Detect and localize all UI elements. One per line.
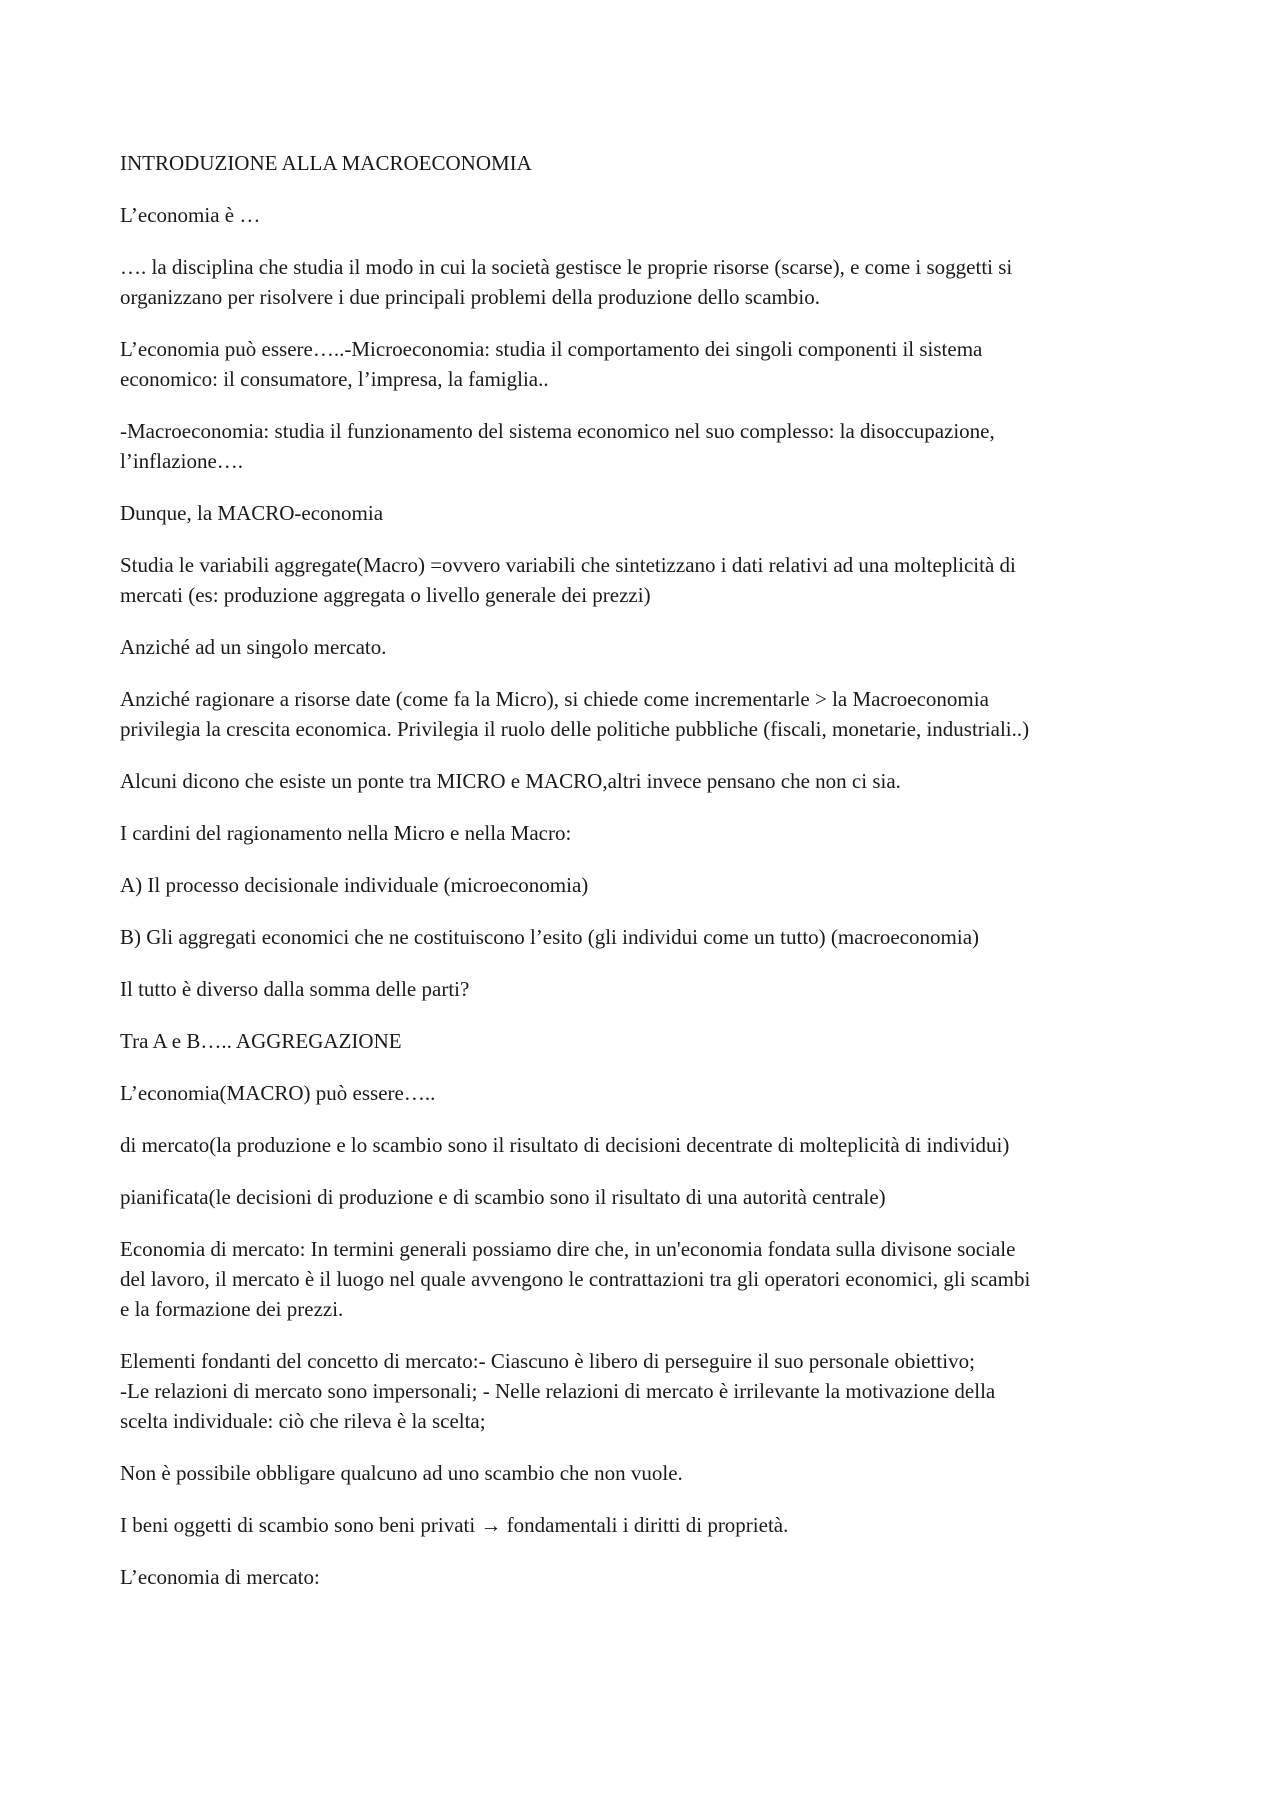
paragraph-19: [120, 1346, 1180, 1436]
paragraph-10: [120, 818, 1180, 848]
paragraph-line: pianificata(le decisioni di produzione e di scambio sono il risultato di una autorità centrale): [120, 1185, 886, 1209]
paragraph-line: Anziché ragionare a risorse date (come fa la Micro), si chiede come incrementarle > la Macroeconomia: [120, 687, 989, 711]
paragraph-line: Studia le variabili aggregate(Macro) =ovvero variabili che sintetizzano i dati relativi ad una molteplicità di: [120, 553, 1016, 577]
paragraph-11: [120, 870, 1180, 900]
paragraph-5: [120, 498, 1180, 528]
paragraph-line: di mercato(la produzione e lo scambio sono il risultato di decisioni decentrate di molteplicità di individui): [120, 1133, 1010, 1157]
paragraph-line: Anziché ad un singolo mercato.: [120, 635, 387, 659]
paragraph-9: [120, 766, 1180, 796]
paragraph-line: Alcuni dicono che esiste un ponte tra MICRO e MACRO,altri invece pensano che non ci sia.: [120, 769, 901, 793]
paragraph-14: [120, 1026, 1180, 1056]
paragraph-15: [120, 1078, 1180, 1108]
paragraph-line: privilegia la crescita economica. Privilegia il ruolo delle politiche pubbliche (fiscali, monetarie, industriali..): [120, 717, 1030, 741]
paragraph-line: organizzano per risolvere i due principali problemi della produzione dello scambio.: [120, 285, 820, 309]
paragraph-line: del lavoro, il mercato è il luogo nel quale avvengono le contrattazioni tra gli operatori economici, gli scambi: [120, 1267, 1031, 1291]
paragraph-line: -Macroeconomia: studia il funzionamento del sistema economico nel suo complesso: la disoccupazione,: [120, 419, 995, 443]
paragraph-line: Il tutto è diverso dalla somma delle parti?: [120, 977, 470, 1001]
paragraph-line: B) Gli aggregati economici che ne costituiscono l’esito (gli individui come un tutto) (macroeconomia): [120, 925, 980, 949]
paragraph-line: mercati (es: produzione aggregata o livello generale dei prezzi): [120, 583, 651, 607]
paragraph-3: [120, 334, 1180, 394]
title-line: INTRODUZIONE ALLA MACROECONOMIA: [120, 151, 532, 175]
paragraph-line: A) Il processo decisionale individuale (microeconomia): [120, 873, 589, 897]
document-page: [120, 148, 1180, 1614]
paragraph-4: [120, 416, 1180, 476]
paragraph-line: Economia di mercato: In termini generali possiamo dire che, in un'economia fondata sulla divisone sociale: [120, 1237, 1016, 1261]
paragraph-line: e la formazione dei prezzi.: [120, 1297, 344, 1321]
paragraph-16: [120, 1130, 1180, 1160]
paragraph-line: Non è possibile obbligare qualcuno ad uno scambio che non vuole.: [120, 1461, 683, 1485]
paragraph-13: [120, 974, 1180, 1004]
paragraph-line: Dunque, la MACRO-economia: [120, 501, 384, 525]
paragraph-line: I beni oggetti di scambio sono beni privati → fondamentali i diritti di proprietà.: [120, 1513, 789, 1537]
paragraph-line: L’economia è …: [120, 203, 261, 227]
paragraph-7: [120, 632, 1180, 662]
paragraph-line: -Le relazioni di mercato sono impersonali; - Nelle relazioni di mercato è irrilevante la motivazione della: [120, 1379, 996, 1403]
paragraph-22: [120, 1562, 1180, 1592]
paragraph-line: L’economia di mercato:: [120, 1565, 320, 1589]
paragraph-1: [120, 200, 1180, 230]
paragraph-21: [120, 1510, 1180, 1540]
paragraph-line: I cardini del ragionamento nella Micro e nella Macro:: [120, 821, 572, 845]
paragraph-line: Elementi fondanti del concetto di mercato:- Ciascuno è libero di perseguire il suo personale obiettivo;: [120, 1349, 975, 1373]
document-title: [120, 148, 1180, 178]
paragraph-line: L’economia può essere…..-Microeconomia: studia il comportamento dei singoli componenti il sistema: [120, 337, 983, 361]
paragraph-6: [120, 550, 1180, 610]
paragraph-18: [120, 1234, 1180, 1324]
paragraph-8: [120, 684, 1180, 744]
paragraph-20: [120, 1458, 1180, 1488]
paragraph-line: Tra A e B….. AGGREGAZIONE: [120, 1029, 402, 1053]
paragraph-line: l’inflazione….: [120, 449, 244, 473]
paragraph-12: [120, 922, 1180, 952]
paragraph-2: [120, 252, 1180, 312]
paragraph-line: L’economia(MACRO) può essere…..: [120, 1081, 436, 1105]
paragraph-17: [120, 1182, 1180, 1212]
paragraph-line: economico: il consumatore, l’impresa, la famiglia..: [120, 367, 549, 391]
paragraph-line: …. la disciplina che studia il modo in cui la società gestisce le proprie risorse (scarse), e come i soggetti si: [120, 255, 1013, 279]
paragraph-line: scelta individuale: ciò che rileva è la scelta;: [120, 1409, 486, 1433]
